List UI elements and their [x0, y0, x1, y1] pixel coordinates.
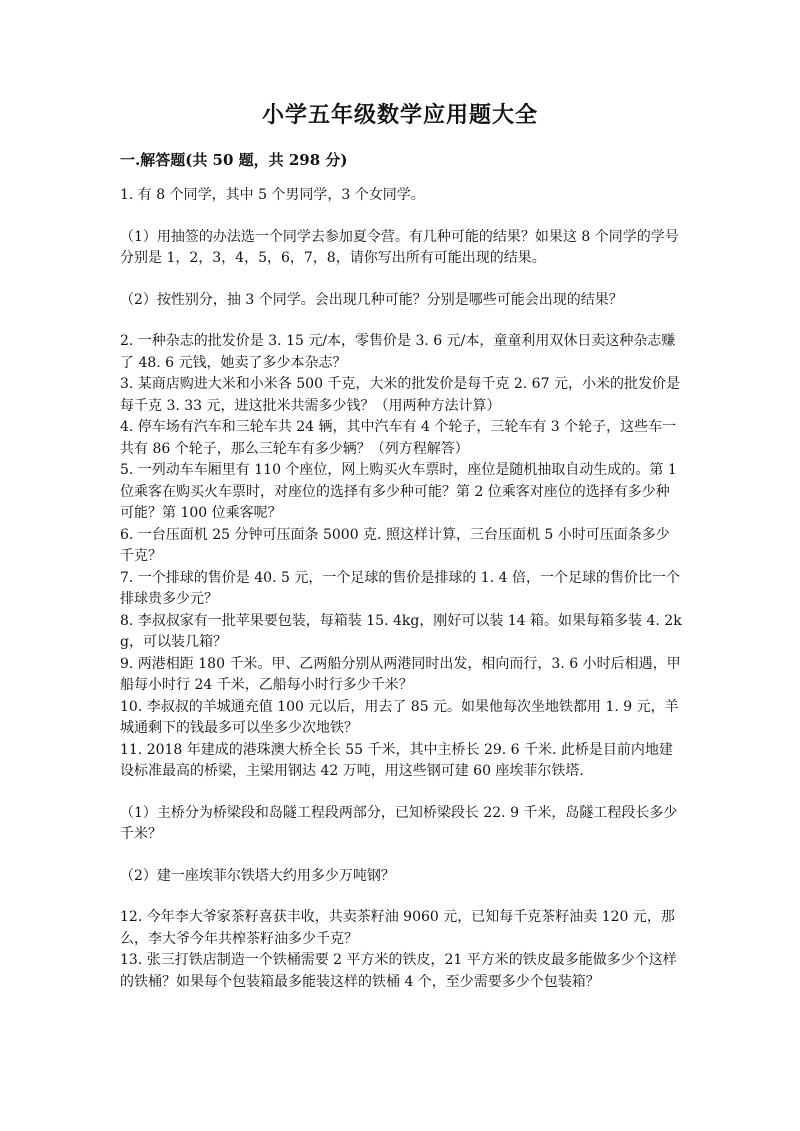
- question-9: 9. 两港相距 180 千米。甲、乙两船分别从两港同时出发，相向而行，3. 6 小时后相遇，甲船每小时行 24 千米，乙船每小时行多少千米？: [120, 655, 681, 693]
- question-7: 7. 一个排球的售价是 40. 5 元，一个足球的售价是排球的 1. 4 倍，一个足球的售价比一个排球贵多少元？: [120, 569, 680, 607]
- question-12: 12. 今年李大爷家茶籽喜获丰收，共卖茶籽油 9060 元，已知每千克茶籽油卖 120 元，那么，李大爷今年共榨茶籽油多少千克？: [120, 909, 675, 947]
- question-1: 1. 有 8 个同学，其中 5 个男同学，3 个女同学。: [120, 187, 425, 203]
- question-6: 6. 一台压面机 25 分钟可压面条 5000 克. 照这样计算，三台压面机 5 小时可压面条多少千克？: [120, 526, 670, 564]
- question-10: 10. 李叔叔的羊城通充值 100 元以后，用去了 85 元。如果他每次坐地铁都用 1. 9 元，羊城通剩下的钱最多可以坐多少次地铁？: [120, 698, 679, 736]
- question-list: [120, 185, 682, 993]
- question-1-part-1: （1）用抽签的办法选一个同学去参加夏令营。有几种可能的结果？如果这 8 个同学的学号分别是 1，2，3，4，5，6，7，8，请你写出所有可能出现的结果。: [120, 228, 679, 266]
- question-5: 5. 一列动车车厢里有 110 个座位，网上购买火车票时，座位是随机抽取自动生成的。第 1 位乘客在购买火车票时，对座位的选择有多少种可能？第 2 位乘客对座位的选择有多少种可能？第 100 位乘客呢？: [120, 462, 677, 521]
- question-11-part-1: （1）主桥分为桥梁段和岛隧工程段两部分，已知桥梁段长 22. 9 千米，岛隧工程段长多少千米？: [120, 804, 678, 842]
- question-8: 8. 李叔叔家有一批苹果要包装，每箱装 15. 4kg，刚好可以装 14 箱。如果每箱多装 4. 2kg，可以装几箱？: [120, 612, 682, 650]
- question-3: 3. 某商店购进大米和小米各 500 千克，大米的批发价是每千克 2. 67 元，小米的批发价是每千克 3. 33 元，进这批米共需多少钱？（用两种方法计算）: [120, 376, 680, 414]
- question-1-part-2: （2）按性别分，抽 3 个同学。会出现几种可能？分别是哪些可能会出现的结果？: [120, 291, 623, 308]
- page-title: 小学五年级数学应用题大全: [261, 102, 538, 128]
- question-13: 13. 张三打铁店制造一个铁桶需要 2 平方米的铁皮，21 平方米的铁皮最多能做多少个这样的铁桶？如果每个包装箱最多能装这样的铁桶 4 个，至少需要多少个包装箱？: [120, 952, 677, 990]
- section-heading: 一.解答题(共 50 题，共 298 分): [120, 151, 348, 169]
- question-11-part-2: （2）建一座埃菲尔铁塔大约用多少万吨钢？: [120, 867, 395, 884]
- question-2: 2. 一种杂志的批发价是 3. 15 元/本，零售价是 3. 6 元/本，童童利用双休日卖这种杂志赚了 48. 6 元钱，她卖了多少本杂志？: [120, 333, 676, 371]
- question-11: 11. 2018 年建成的港珠澳大桥全长 55 千米，其中主桥长 29. 6 千米. 此桥是目前内地建设标准最高的桥梁，主梁用钢达 42 万吨，用这些钢可建 60 座埃菲尔铁塔.: [120, 741, 673, 779]
- question-4: 4. 停车场有汽车和三轮车共 24 辆，其中汽车有 4 个轮子，三轮车有 3 个轮子，这些车一共有 86 个轮子，那么三轮车有多少辆？（列方程解答）: [120, 419, 677, 457]
